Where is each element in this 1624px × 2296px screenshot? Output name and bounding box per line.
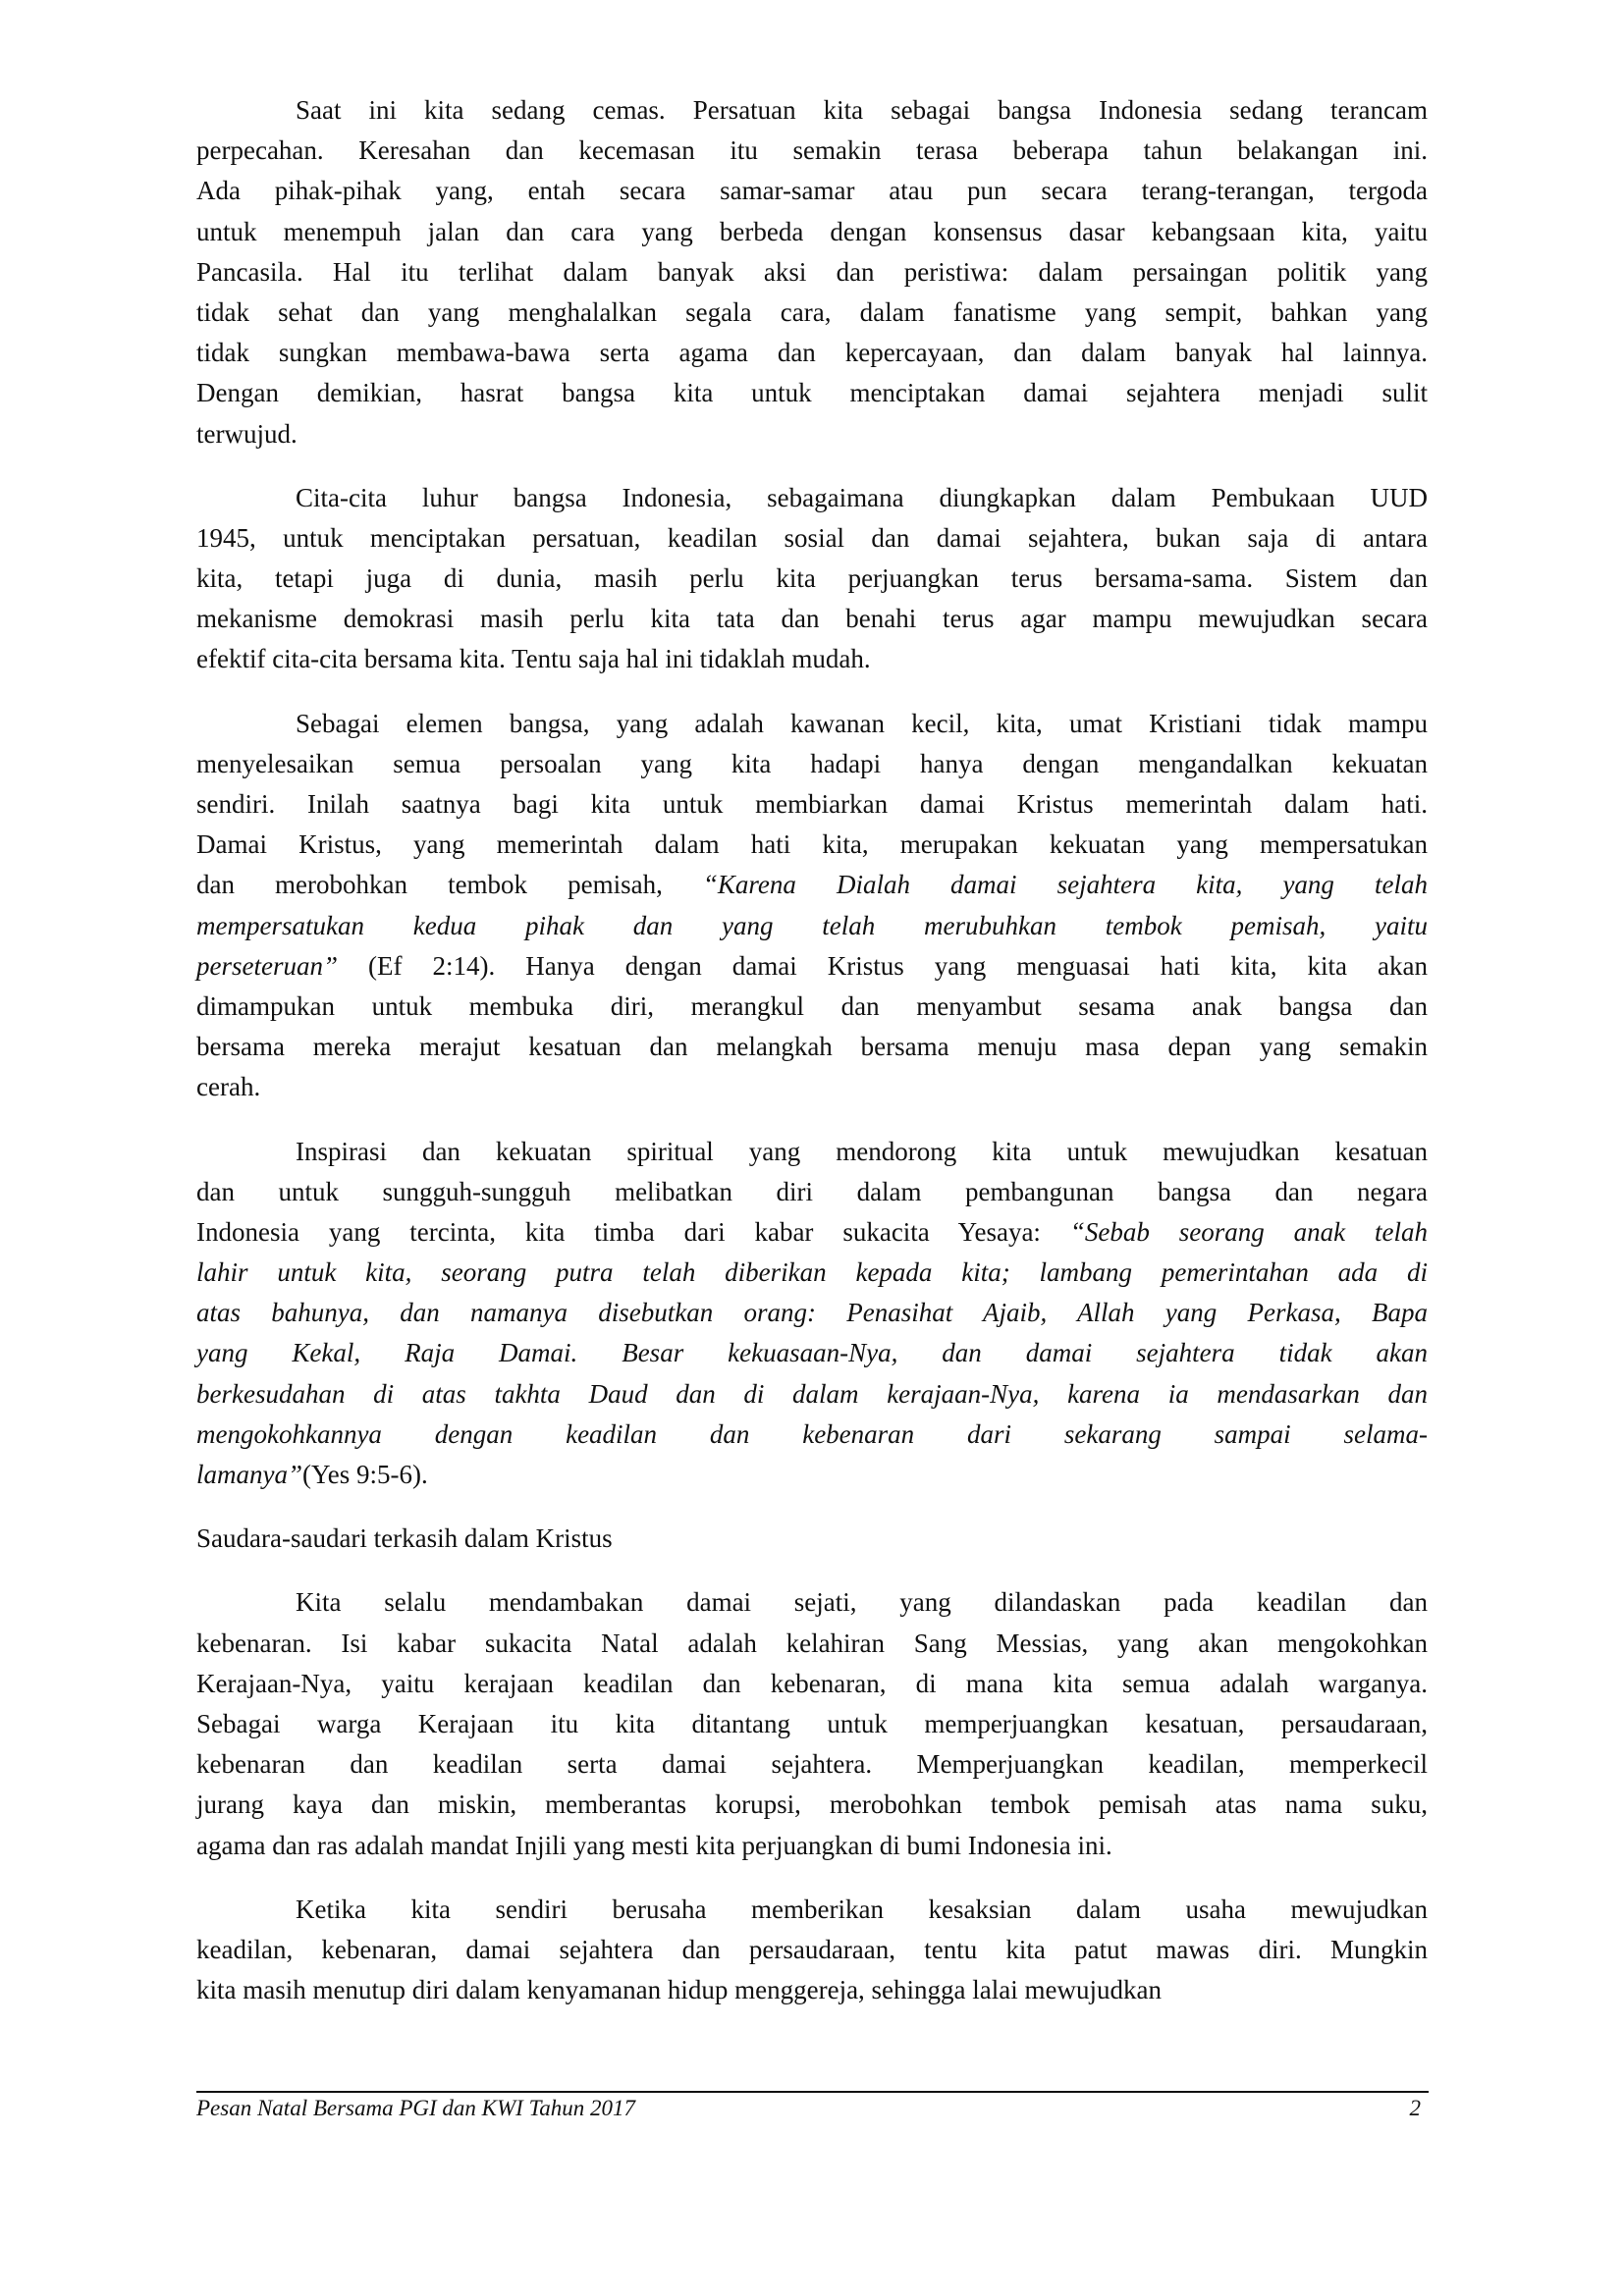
text-segment: mekanisme demokrasi masih perlu kita tata dan benahi terus agar mampu mewujudkan secara — [196, 604, 1428, 634]
text-segment: dimampukan untuk membuka diri, merangkul dan menyambut sesama anak bangsa dan — [196, 990, 1428, 1021]
text-segment: tidak sehat dan yang menghalalkan segala cara, dalam fanatisme yang sempit, bahkan yang — [196, 296, 1428, 327]
text-line — [196, 1930, 1428, 1970]
italic-quote-text: “Sebab seorang anak telah — [1069, 1216, 1428, 1247]
italic-quote-text: atas bahunya, dan namanya disebutkan orang: Penasihat Ajaib, Allah yang Perkasa, Bapa — [196, 1298, 1428, 1328]
text-line — [196, 1704, 1428, 1744]
text-segment: cerah. — [196, 1072, 261, 1102]
italic-quote-text: lamanya” — [196, 1460, 302, 1489]
text-segment: Saudara-saudari terkasih dalam Kristus — [196, 1523, 613, 1554]
paragraph — [196, 704, 1428, 1108]
text-segment: Inspirasi dan kekuatan spiritual yang mendorong kita untuk mewujudkan kesatuan — [296, 1136, 1428, 1166]
text-segment: Ketika kita sendiri berusaha memberikan kesaksian dalam usaha mewujudkan — [296, 1894, 1428, 1924]
text-line — [196, 1374, 1428, 1415]
text-line — [196, 1027, 1428, 1067]
text-line — [196, 906, 1428, 946]
text-segment: Ada pihak-pihak yang, entah secara samar-samar atau pun secara terang-terangan, tergoda — [196, 176, 1428, 206]
text-segment: tidak sungkan membawa-bawa serta agama dan kepercayaan, dan dalam banyak hal lainnya. — [196, 338, 1428, 368]
text-line — [196, 90, 1428, 131]
text-line — [196, 518, 1428, 559]
text-line — [196, 639, 1428, 679]
text-line — [196, 559, 1428, 599]
page-number: 2 — [1409, 2096, 1421, 2120]
paragraph — [196, 1582, 1428, 1865]
page-footer — [196, 2094, 1429, 2123]
text-line — [196, 171, 1428, 211]
text-line — [196, 414, 1428, 454]
text-segment: Kerajaan-Nya, yaitu kerajaan keadilan dan kebenaran, di mana kita semua adalah warganya. — [196, 1668, 1428, 1698]
text-segment: kebenaran. Isi kabar sukacita Natal adalah kelahiran Sang Messias, yang akan mengokohkan — [196, 1628, 1428, 1658]
text-segment: dan untuk sungguh-sungguh melibatkan diri dalam pembangunan bangsa dan negara — [196, 1176, 1428, 1206]
text-line — [196, 704, 1428, 744]
text-segment: Dengan demikian, hasrat bangsa kita untuk menciptakan damai sejahtera menjadi sulit — [196, 378, 1428, 408]
text-segment: perpecahan. Keresahan dan kecemasan itu semakin terasa beberapa tahun belakangan ini. — [196, 135, 1428, 166]
text-line — [196, 1582, 1428, 1623]
body-text — [196, 90, 1428, 2034]
text-segment: terwujud. — [196, 418, 298, 449]
text-line — [196, 1519, 1428, 1559]
text-line — [196, 131, 1428, 171]
section-salutation — [196, 1519, 1428, 1559]
text-segment: menyelesaikan semua persoalan yang kita hadapi hanya dengan mengandalkan kekuatan — [196, 748, 1428, 778]
text-line — [196, 1970, 1428, 2010]
text-line — [196, 1172, 1428, 1212]
text-segment: efektif cita-cita bersama kita. Tentu saja hal ini tidaklah mudah. — [196, 644, 871, 674]
text-line — [196, 1253, 1428, 1293]
text-segment: Pancasila. Hal itu terlihat dalam banyak aksi dan peristiwa: dalam persaingan politik yang — [196, 256, 1428, 287]
text-segment: (Ef 2:14). Hanya dengan damai Kristus yang menguasai hati kita, kita akan — [338, 950, 1428, 981]
text-segment: Sebagai elemen bangsa, yang adalah kawanan kecil, kita, umat Kristiani tidak mampu — [296, 708, 1428, 738]
text-line — [196, 599, 1428, 639]
italic-quote-text: berkesudahan di atas takhta Daud dan di dalam kerajaan-Nya, karena ia mendasarkan dan — [196, 1378, 1428, 1409]
text-segment: Kita selalu mendambakan damai sejati, yang dilandaskan pada keadilan dan — [296, 1587, 1428, 1618]
text-line — [196, 1624, 1428, 1664]
paragraph — [196, 1132, 1428, 1496]
text-segment: untuk menempuh jalan dan cara yang berbeda dengan konsensus dasar kebangsaan kita, yaitu — [196, 216, 1428, 246]
text-line — [196, 825, 1428, 865]
text-line — [196, 373, 1428, 413]
text-segment: kebenaran dan keadilan serta damai sejahtera. Memperjuangkan keadilan, memperkecil — [196, 1749, 1428, 1780]
italic-quote-text: yang Kekal, Raja Damai. Besar kekuasaan-Nya, dan damai sejahtera tidak akan — [196, 1338, 1428, 1368]
text-segment: Damai Kristus, yang memerintah dalam hati kita, merupakan kekuatan yang mempersatukan — [196, 829, 1428, 860]
text-segment: keadilan, kebenaran, damai sejahtera dan persaudaraan, tentu kita patut mawas diri. Mungkin — [196, 1934, 1428, 1964]
text-line — [196, 1890, 1428, 1930]
text-segment: jurang kaya dan miskin, memberantas korupsi, merobohkan tembok pemisah atas nama suku, — [196, 1789, 1428, 1820]
paragraph — [196, 478, 1428, 680]
text-line — [196, 1067, 1428, 1107]
text-segment: Cita-cita luhur bangsa Indonesia, sebagaimana diungkapkan dalam Pembukaan UUD — [296, 482, 1428, 512]
paragraph — [196, 90, 1428, 454]
text-line — [196, 1132, 1428, 1172]
text-line — [196, 1785, 1428, 1825]
footer-title: Pesan Natal Bersama PGI dan KWI Tahun 2017 — [196, 2096, 636, 2120]
text-line — [196, 1664, 1428, 1704]
text-line — [196, 1333, 1428, 1373]
italic-quote-text: mengokohkannya dengan keadilan dan kebenaran dari sekarang sampai selama- — [196, 1418, 1428, 1449]
text-line — [196, 212, 1428, 252]
text-line — [196, 1744, 1428, 1785]
italic-quote-text: perseteruan” — [196, 950, 338, 981]
text-line — [196, 1212, 1428, 1253]
text-line — [196, 478, 1428, 518]
text-line — [196, 252, 1428, 293]
text-line — [196, 784, 1428, 825]
text-line — [196, 865, 1428, 905]
text-line — [196, 946, 1428, 987]
text-line — [196, 744, 1428, 784]
paragraph — [196, 1890, 1428, 2011]
text-segment: 1945, untuk menciptakan persatuan, keadilan sosial dan damai sejahtera, bukan saja di antara — [196, 522, 1428, 553]
text-line — [196, 293, 1428, 333]
text-segment: agama dan ras adalah mandat Injili yang mesti kita perjuangkan di bumi Indonesia ini. — [196, 1830, 1112, 1860]
text-segment: sendiri. Inilah saatnya bagi kita untuk membiarkan damai Kristus memerintah dalam hati. — [196, 789, 1428, 819]
text-segment: Sebagai warga Kerajaan itu kita ditantang untuk memperjuangkan kesatuan, persaudaraan, — [196, 1708, 1428, 1738]
text-line — [196, 1455, 1428, 1495]
text-line — [196, 987, 1428, 1027]
footer-divider — [196, 2091, 1429, 2093]
text-segment: kita, tetapi juga di dunia, masih perlu kita perjuangkan terus bersama-sama. Sistem dan — [196, 563, 1428, 594]
italic-quote-text: lahir untuk kita, seorang putra telah diberikan kepada kita; lambang pemerintahan ada di — [196, 1257, 1428, 1288]
text-segment: (Yes 9:5-6). — [302, 1460, 428, 1489]
text-line — [196, 1415, 1428, 1455]
italic-quote-text: mempersatukan kedua pihak dan yang telah merubuhkan tembok pemisah, yaitu — [196, 910, 1428, 940]
text-line — [196, 1293, 1428, 1333]
text-segment: kita masih menutup diri dalam kenyamanan hidup menggereja, sehingga lalai mewujudkan — [196, 1975, 1162, 2005]
text-line — [196, 1826, 1428, 1866]
italic-quote-text: “Karena Dialah damai sejahtera kita, yang telah — [702, 870, 1428, 900]
text-line — [196, 333, 1428, 373]
text-segment: dan merobohkan tembok pemisah, — [196, 870, 703, 900]
text-segment: Saat ini kita sedang cemas. Persatuan kita sebagai bangsa Indonesia sedang terancam — [296, 95, 1428, 125]
text-segment: bersama mereka merajut kesatuan dan melangkah bersama menuju masa depan yang semakin — [196, 1032, 1428, 1062]
text-segment: Indonesia yang tercinta, kita timba dari kabar sukacita Yesaya: — [196, 1216, 1070, 1247]
